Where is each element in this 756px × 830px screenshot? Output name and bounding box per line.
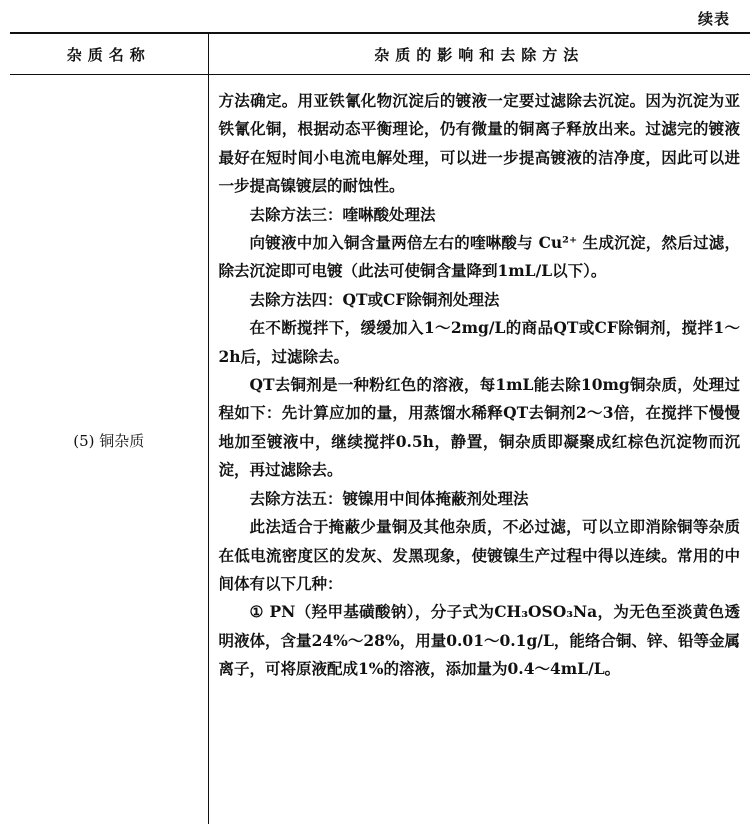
table-header-row	[10, 33, 750, 75]
table-row	[10, 75, 750, 825]
method-four-text: 在不断搅拌下，缓缓加入1～2mg/L的商品QT或CF除铜剂，搅拌1～2h后，过滤除去。	[218, 318, 740, 366]
description-cell	[208, 75, 750, 825]
impurity-name-cell: (5) 铜杂质	[10, 75, 208, 825]
method-three-text: 向镀液中加入铜含量两倍左右的喹啉酸与 Cu²⁺ 生成沉淀，然后过滤，除去沉淀即可电镀（此法可使铜含量降到1mL/L以下）。	[218, 233, 740, 281]
paragraph-continuation: 方法确定。用亚铁氰化物沉淀后的镀液一定要过滤除去沉淀。因为沉淀为亚铁氰化铜，根据动态平衡理论，仍有微量的铜离子释放出来。过滤完的镀液最好在短时间小电流电解处理，可以进一步提高镀液的洁净度，因此可以进一步提高镍镀层的耐蚀性。	[218, 91, 740, 196]
header-effect-and-removal: 杂质的影响和去除方法	[208, 33, 750, 75]
method-five-heading: 去除方法五：镀镍用中间体掩蔽剂处理法	[249, 488, 529, 508]
continued-label: 续表	[697, 10, 730, 28]
header-impurity-name: 杂质名称	[10, 33, 208, 75]
method-four-heading: 去除方法四：QT或CF除铜剂处理法	[249, 289, 500, 309]
method-three-heading: 去除方法三：喹啉酸处理法	[249, 204, 436, 224]
impurity-table	[10, 32, 750, 824]
qt-agent-description: QT去铜剂是一种粉红色的溶液，每1mL能去除10mg铜杂质，处理过程如下：先计算应加的量，用蒸馏水稀释QT去铜剂2～3倍，在搅拌下慢慢地加至镀液中，继续搅拌0.5h，静置，铜杂质即凝聚成红棕色沉淀物而沉淀，再过滤除去。	[218, 375, 740, 480]
method-five-text: 此法适合于掩蔽少量铜及其他杂质，不必过滤，可以立即消除铜等杂质在低电流密度区的发灰、发黑现象，使镀镍生产过程中得以连续。常用的中间体有以下几种：	[218, 517, 740, 593]
pn-intermediate-item: ① PN（羟甲基磺酸钠），分子式为CH₃OSO₃Na，为无色至淡黄色透明液体，含量24%～28%，用量0.01～0.1g/L，能络合铜、锌、铅等金属离子，可将原液配成1%的溶液，添加量为0.4～4mL/L。	[218, 602, 740, 679]
